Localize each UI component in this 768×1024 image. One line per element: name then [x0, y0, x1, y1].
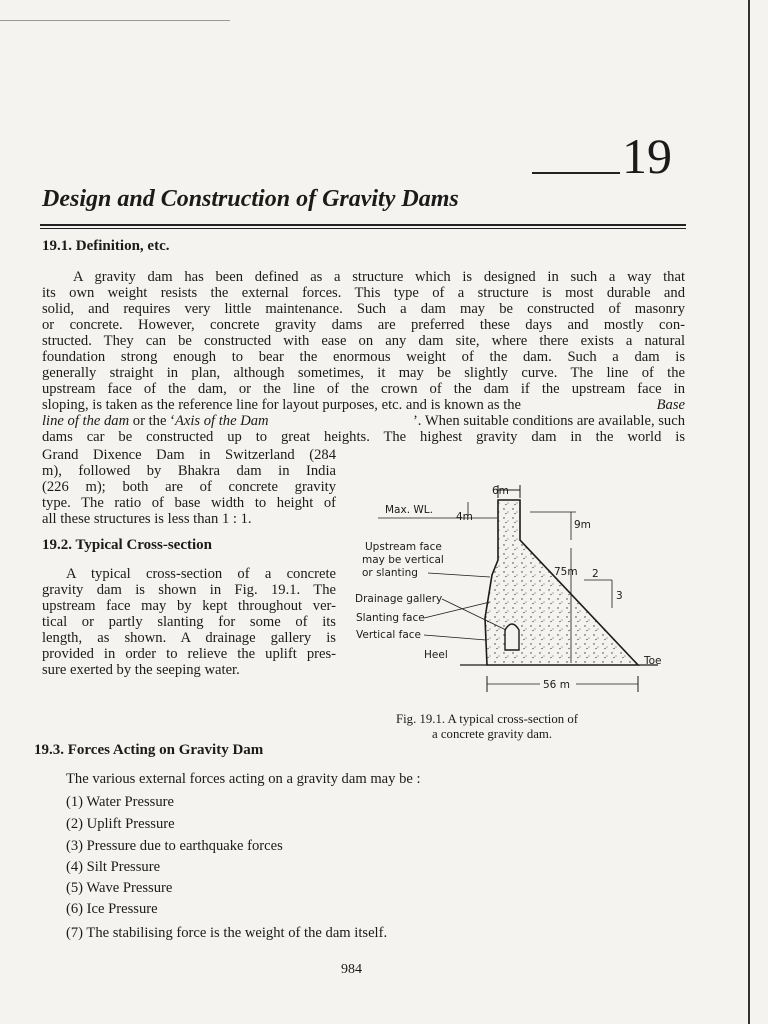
label-upstream-2: may be vertical [362, 554, 444, 566]
label-heel: Heel [424, 649, 448, 661]
drainage-gallery [505, 624, 519, 650]
body-line: all these structures is less than 1 : 1. [42, 511, 252, 527]
body-line [42, 413, 685, 429]
title-rule-1 [40, 224, 686, 226]
body-line: foundation strong enough to bear the enormous weight of the dam. Such a dam is [42, 349, 685, 365]
body-line: upstream face of the dam, or the line of the crown of the dam if the upstream face in [42, 381, 685, 397]
leader-line [424, 635, 486, 640]
label-drainage: Drainage gallery [355, 593, 443, 605]
body-line: upstream face may by kept throughout ver- [42, 598, 336, 614]
binding-edge [748, 0, 750, 1024]
label-freeboard: 4m [456, 511, 473, 523]
body-line: length, as shown. A drainage gallery is [42, 630, 336, 646]
section-heading-19-1: 19.1. Definition, etc. [42, 238, 170, 254]
body-line-text: ’. When suitable conditions are available, such [412, 413, 685, 429]
body-line: dams car be constructed up to great heights. The highest gravity dam in the world is [42, 429, 685, 445]
body-line: The various external forces acting on a gravity dam may be : [66, 771, 421, 787]
top-rule [0, 20, 230, 21]
body-line: provided in order to relieve the uplift pres- [42, 646, 336, 662]
label-slope-h: 2 [592, 568, 599, 580]
body-line-text: or the ‘ [129, 413, 175, 429]
body-line: or concrete. However, concrete gravity dams are preferred these days and mostly con- [42, 317, 685, 333]
page-number: 984 [341, 962, 362, 977]
list-item: (2) Uplift Pressure [66, 816, 175, 832]
chapter-rule [532, 172, 620, 174]
body-line: sure exerted by the seeping water. [42, 662, 240, 678]
body-line-segment [42, 413, 269, 429]
body-line [42, 397, 685, 413]
italic-term: Base [656, 397, 685, 413]
body-line: (226 m); both are of concrete gravity [42, 479, 336, 495]
body-line: solid, and requires very little maintenance. Such a dam may be constructed of masonry [42, 301, 685, 317]
italic-term: line of the dam [42, 413, 130, 429]
list-item: (7) The stabilising force is the weight of the dam itself. [66, 925, 388, 941]
body-line: generally straight in plan, although sometimes, it may be slightly curve. The line of the [42, 365, 685, 381]
dam-cross-section-figure [340, 480, 680, 710]
chapter-title: Design and Construction of Gravity Dams [42, 186, 459, 212]
list-item: (5) Wave Pressure [66, 880, 173, 896]
list-item: (4) Silt Pressure [66, 859, 161, 875]
list-item: (6) Ice Pressure [66, 901, 158, 917]
list-item: (3) Pressure due to earthquake forces [66, 838, 283, 854]
label-max-wl: Max. WL. [385, 504, 433, 516]
label-upstream-3: or slanting [362, 567, 418, 579]
body-line: gravity dam is shown in Fig. 19.1. The [42, 582, 336, 598]
section-heading-19-3: 19.3. Forces Acting on Gravity Dam [34, 742, 264, 758]
figure-caption-line-1: Fig. 19.1. A typical cross-section of [396, 712, 578, 726]
label-base: 56 m [543, 679, 570, 691]
label-toe: Toe [644, 655, 662, 667]
list-item: (1) Water Pressure [66, 794, 174, 810]
label-upstream-1: Upstream face [365, 541, 442, 553]
body-line: A typical cross-section of a concrete [66, 566, 336, 582]
body-line: A gravity dam has been defined as a structure which is designed in such a way that [73, 269, 685, 285]
label-top-width: 6m [492, 485, 509, 497]
body-line: type. The ratio of base width to height of [42, 495, 336, 511]
body-line: tical or partly slanting for some of its [42, 614, 336, 630]
figure-caption-line-2: a concrete gravity dam. [432, 727, 553, 741]
body-line: its own weight resists the external forces. This type of a structure is most durable and [42, 285, 685, 301]
italic-term: Axis of the Dam [174, 413, 269, 429]
section-heading-19-2: 19.2. Typical Cross-section [42, 537, 213, 553]
chapter-number: 19 [622, 128, 672, 184]
label-height: 75m [554, 566, 578, 578]
label-crest-depth: 9m [574, 519, 591, 531]
body-line: Grand Dixence Dam in Switzerland (284 [42, 447, 336, 463]
body-line: m), followed by Bhakra dam in India [42, 463, 336, 479]
leader-line [428, 573, 490, 577]
label-vertical: Vertical face [356, 629, 422, 641]
label-slope-v: 3 [616, 590, 623, 602]
title-rule-2 [40, 228, 686, 229]
body-line-text: sloping, is taken as the reference line for layout purposes, etc. and is known as the [42, 397, 522, 413]
label-slanting: Slanting face [356, 612, 425, 624]
body-line: structed. They can be constructed with ease on any dam site, where there exists a natural [42, 333, 685, 349]
